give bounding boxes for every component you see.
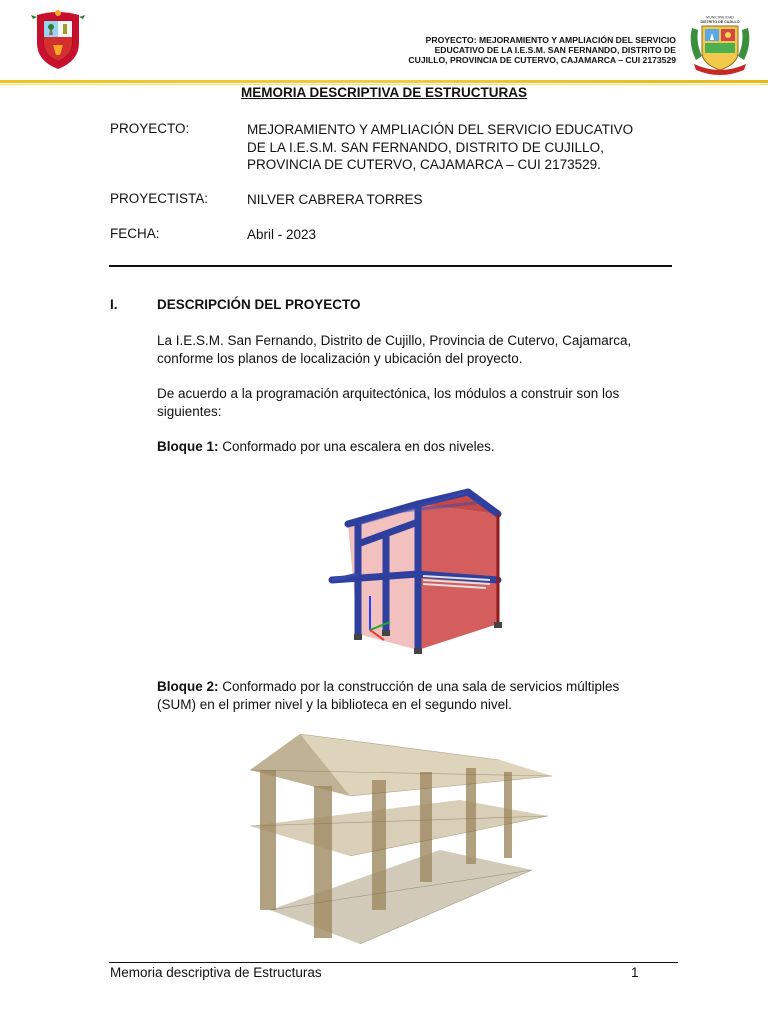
document-title: MEMORIA DESCRIPTIVA DE ESTRUCTURAS [240, 85, 527, 100]
proyecto-line-3: PROVINCIA DE CUTERVO, CAJAMARCA – CUI 2173529. [247, 157, 601, 172]
paragraph-modules-line-2: siguientes: [157, 404, 222, 419]
block1-text: Conformado por una escalera en dos niveles. [218, 439, 495, 454]
block1-paragraph [157, 438, 676, 456]
header-line-3: CUJILLO, PROVINCIA DE CUTERVO, CAJAMARCA – CUI 2173529 [408, 55, 676, 65]
paragraph-modules [157, 385, 676, 421]
paragraph-location [157, 332, 676, 368]
proyecto-label: PROYECTO: [110, 121, 190, 136]
cujillo-municipality-crest-icon [686, 14, 754, 76]
block2-text-line-2: (SUM) en el primer nivel y la biblioteca en el segundo nivel. [157, 697, 512, 712]
footer-rule [109, 962, 678, 963]
proyectista-label: PROYECTISTA: [110, 191, 209, 206]
section-number: I. [110, 297, 118, 312]
proyecto-value [247, 121, 676, 174]
page-number: 1 [631, 965, 639, 980]
proyecto-line-1: MEJORAMIENTO Y AMPLIACIÓN DEL SERVICIO EDUCATIVO [247, 122, 634, 137]
block2-label: Bloque 2: [157, 679, 219, 694]
paragraph-location-line-1: La I.E.S.M. San Fernando, Distrito de Cujillo, Provincia de Cutervo, Cajamarca, [157, 333, 632, 348]
proyecto-line-2: DE LA I.E.S.M. SAN FERNANDO, DISTRITO DE CUJILLO, [247, 139, 604, 155]
structural-model-3d-icon [318, 484, 508, 660]
fecha-label: FECHA: [110, 226, 160, 241]
peru-coat-of-arms-icon [27, 9, 89, 71]
footer-text: Memoria descriptiva de Estructuras [110, 965, 322, 980]
paragraph-location-line-2: conforme los planos de localización y ubicación del proyecto. [157, 351, 523, 366]
crest-top-text: MUNICIPALIDAD [706, 15, 734, 20]
header-line-2: EDUCATIVO DE LA I.E.S.M. SAN FERNANDO, DISTRITO DE [434, 45, 676, 55]
rebar-model-3d-icon [240, 730, 556, 956]
block2-paragraph [157, 678, 676, 714]
header-line-1: PROYECTO: MEJORAMIENTO Y AMPLIACIÓN DEL SERVICIO [425, 35, 676, 45]
fecha-value: Abril - 2023 [247, 227, 317, 242]
section-separator [109, 265, 672, 267]
header-rule [0, 80, 768, 83]
header-project-text [346, 35, 676, 65]
block1-label: Bloque 1: [157, 439, 219, 454]
paragraph-modules-line-1: De acuerdo a la programación arquitectónica, los módulos a construir son los [157, 386, 620, 401]
section-title: DESCRIPCIÓN DEL PROYECTO [157, 297, 361, 312]
proyectista-value: NILVER CABRERA TORRES [247, 192, 423, 207]
crest-sub-text: DISTRITO DE CUJILLO [700, 20, 740, 24]
block2-text-line-1: Conformado por la construcción de una sala de servicios múltiples [218, 679, 620, 694]
